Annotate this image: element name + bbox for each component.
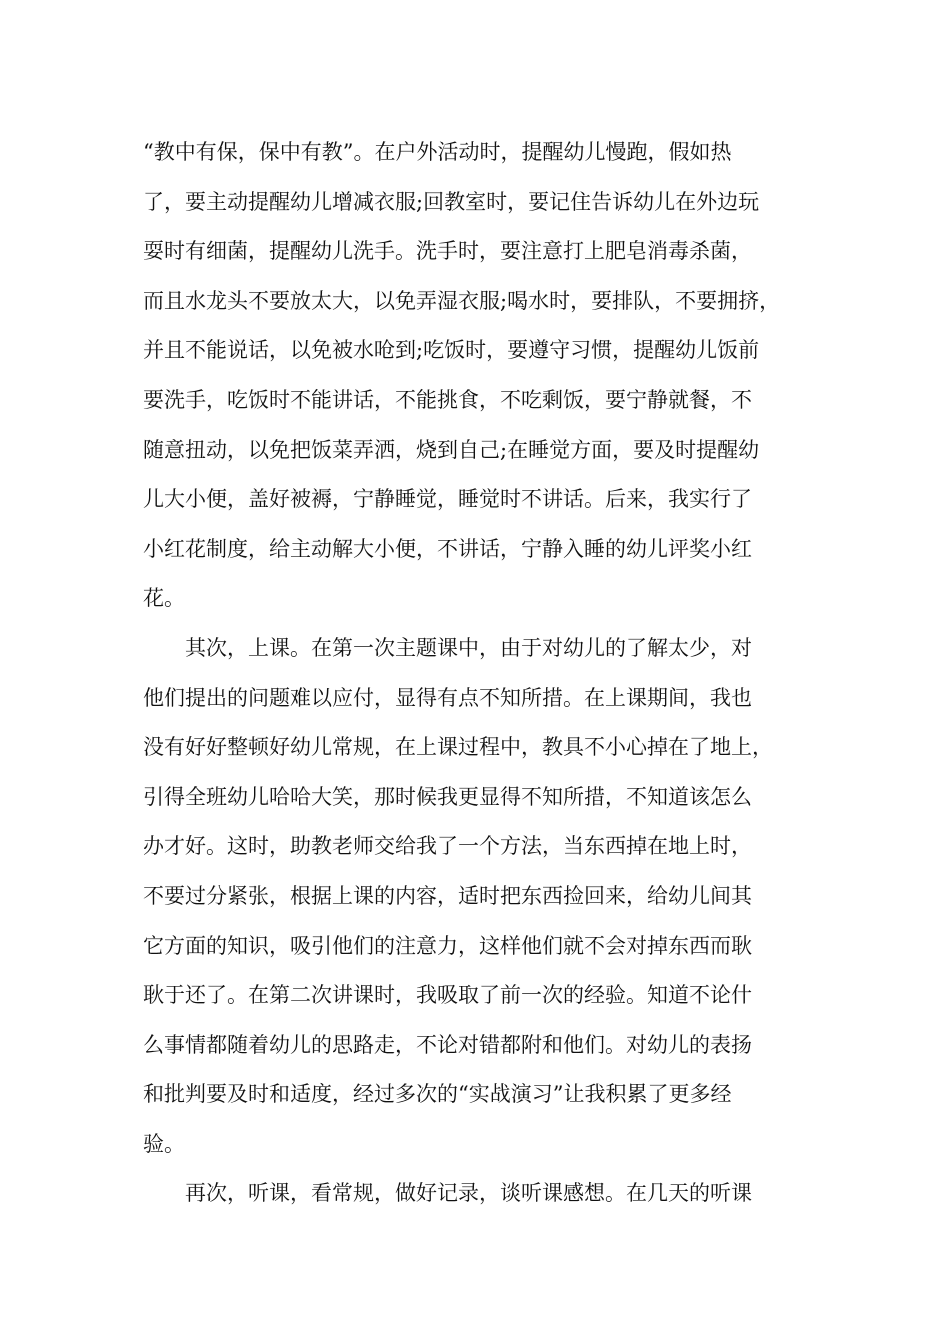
text-line: 它方面的知识，吸引他们的注意力，这样他们就不会对掉东西而耿 — [143, 933, 752, 958]
paragraph — [143, 128, 825, 624]
document-body — [143, 128, 825, 1219]
paragraph — [143, 624, 825, 1170]
text-line: 他们提出的问题难以应付，显得有点不知所措。在上课期间，我也 — [143, 685, 752, 710]
text-line: 要洗手，吃饭时不能讲话，不能挑食，不吃剩饭，要宁静就餐，不 — [143, 387, 752, 412]
text-line: 验。 — [143, 1131, 185, 1156]
paragraph — [143, 1169, 825, 1219]
text-line: 而且水龙头不要放太大，以免弄湿衣服;喝水时，要排队，不要拥挤， — [143, 288, 781, 313]
text-line: 并且不能说话，以免被水呛到;吃饭时，要遵守习惯，提醒幼儿饭前 — [143, 338, 760, 363]
text-line: 小红花制度，给主动解大小便，不讲话，宁静入睡的幼儿评奖小红 — [143, 536, 752, 561]
text-line: 和批判要及时和适度，经过多次的“实战演习”让我积累了更多经 — [143, 1082, 732, 1107]
text-line: 耍时有细菌，提醒幼儿洗手。洗手时，要注意打上肥皂消毒杀菌， — [143, 239, 752, 264]
text-line: 不要过分紧张，根据上课的内容，适时把东西捡回来，给幼儿间其 — [143, 883, 752, 908]
text-line: 花。 — [143, 586, 185, 611]
text-line: 耿于还了。在第二次讲课时，我吸取了前一次的经验。知道不论什 — [143, 983, 752, 1008]
text-line: 么事情都随着幼儿的思路走，不论对错都附和他们。对幼儿的表扬 — [143, 1032, 752, 1057]
text-line: 再次，听课，看常规，做好记录，谈听课感想。在几天的听课 — [185, 1181, 752, 1206]
text-line: 儿大小便，盖好被褥，宁静睡觉，睡觉时不讲话。后来，我实行了 — [143, 487, 752, 512]
text-line: “教中有保，保中有教”。在户外活动时，提醒幼儿慢跑，假如热 — [143, 140, 732, 164]
text-line: 引得全班幼儿哈哈大笑，那时候我更显得不知所措，不知道该怎么 — [143, 784, 752, 809]
text-line: 随意扭动，以免把饭菜弄洒，烧到自己;在睡觉方面，要及时提醒幼 — [143, 437, 760, 462]
text-line: 了，要主动提醒幼儿增减衣服;回教室时，要记住告诉幼儿在外边玩 — [143, 189, 760, 214]
text-line: 没有好好整顿好幼儿常规，在上课过程中，教具不小心掉在了地上， — [143, 735, 773, 760]
text-line: 办才好。这时，助教老师交给我了一个方法，当东西掉在地上时， — [143, 834, 752, 859]
text-line: 其次，上课。在第一次主题课中，由于对幼儿的了解太少，对 — [185, 635, 752, 660]
